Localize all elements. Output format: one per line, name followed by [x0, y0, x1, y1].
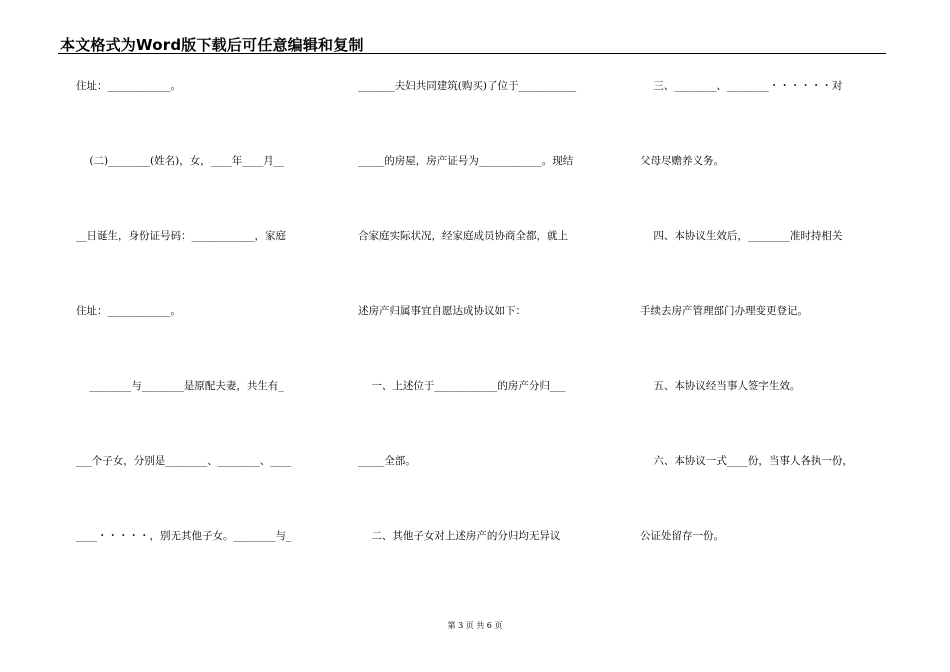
text-line: ____・・・・・，别无其他子女。________与_ [76, 530, 292, 542]
text-line: (二)________(姓名)，女，____年____月__ [76, 155, 285, 167]
text-line: 五、本协议经当事人签字生效。 [640, 380, 801, 392]
text-line: 一、上述位于____________的房产分归___ [358, 380, 566, 392]
text-line: _____的房屋，房产证号为____________。现结 [358, 155, 574, 167]
text-line: 六、本协议一式____份，当事人各执一份， [640, 455, 853, 467]
text-column-3 [640, 0, 890, 672]
text-column-2 [358, 0, 608, 672]
text-line: ________与________是原配夫妻，共生有_ [76, 380, 284, 392]
text-line: 四、本协议生效后，________准时持相关 [640, 230, 843, 242]
page-footer: 第 3 页 共 6 页 [447, 621, 503, 630]
text-line: 住址：____________。 [76, 305, 181, 317]
text-line: 住址：____________。 [76, 80, 181, 92]
document-header-title: 本文格式为Word版下载后可任意编辑和复制 [60, 36, 364, 54]
text-line: __日诞生，身份证号码：____________，家庭 [76, 230, 286, 242]
text-line: 三、________、________・・・・・・对 [640, 80, 843, 92]
text-line: 手续去房产管理部门办理变更登记。 [640, 305, 808, 317]
text-line: 二、其他子女对上述房产的分归均无异议 [358, 530, 561, 542]
text-line: ___个子女，分别是________、________、____ [76, 455, 292, 467]
text-line: 合家庭实际状况，经家庭成员协商全都，就上 [358, 230, 568, 242]
text-line: 父母尽赡养义务。 [640, 155, 724, 167]
text-line: _______夫妇共同建筑(购买)了位于___________ [358, 80, 577, 92]
text-line: _____全部。 [358, 455, 416, 467]
text-line: 述房产归属事宜自愿达成协议如下： [358, 305, 526, 317]
text-column-1 [76, 0, 326, 672]
text-line: 公证处留存一份。 [640, 530, 724, 542]
